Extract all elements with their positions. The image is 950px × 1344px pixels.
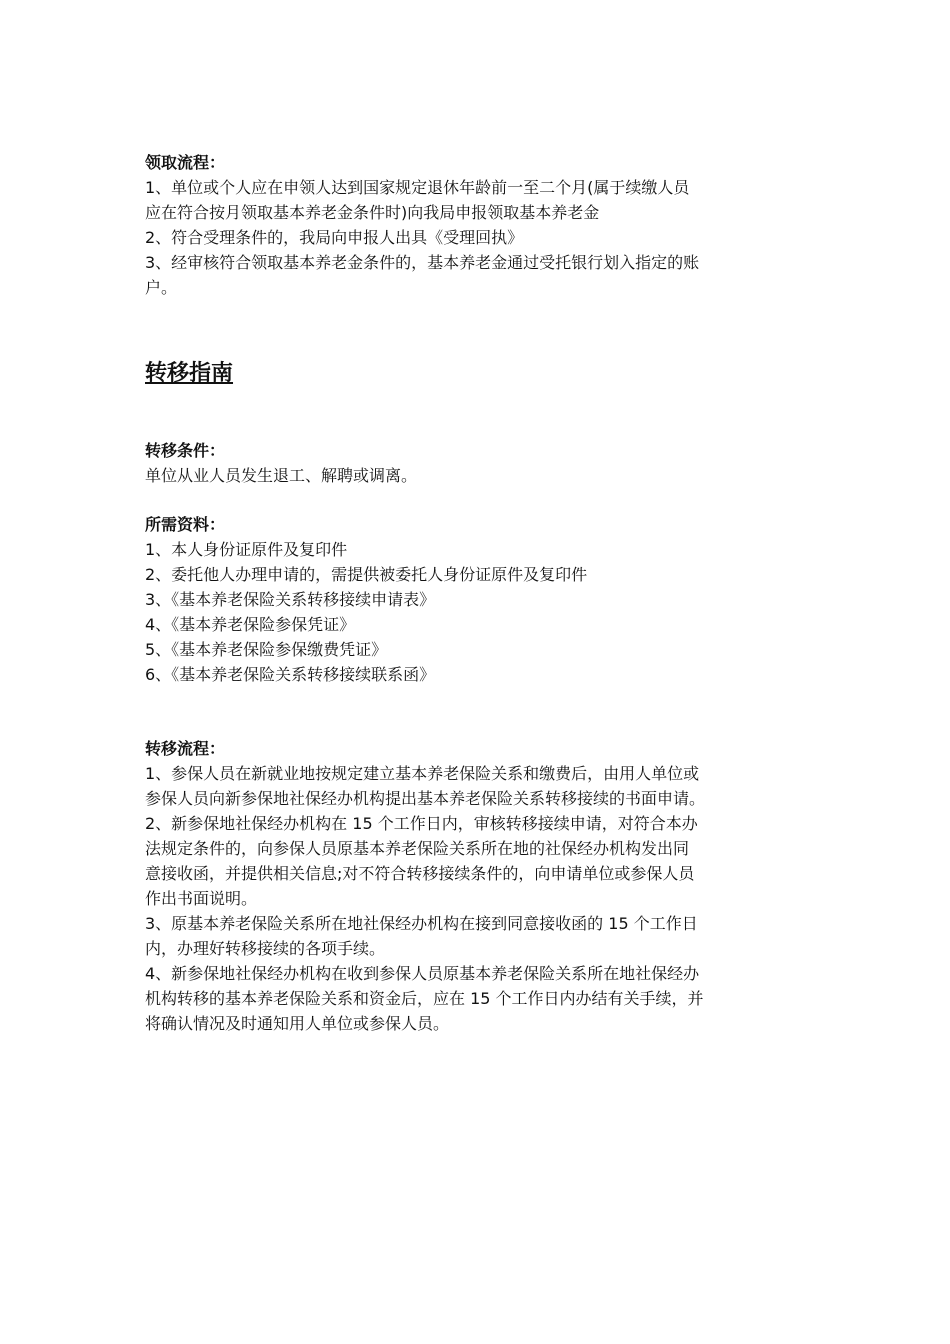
transfer-process-line: 3、原基本养老保险关系所在地社保经办机构在接到同意接收函的 15 个工作日 (145, 914, 698, 933)
required-materials-item: 4、《基本养老保险参保凭证》 (145, 615, 356, 634)
transfer-process-line: 将确认情况及时通知用人单位或参保人员。 (145, 1014, 450, 1033)
transfer-conditions-text: 单位从业人员发生退工、解聘或调离。 (145, 466, 418, 485)
receive-process-line: 1、单位或个人应在申领人达到国家规定退休年龄前一至二个月(属于续缴人员 (145, 178, 690, 197)
transfer-guide-section (145, 359, 233, 389)
transfer-process-line: 1、参保人员在新就业地按规定建立基本养老保险关系和缴费后，由用人单位或 (145, 764, 700, 783)
required-materials-item: 6、《基本养老保险关系转移接续联系函》 (145, 665, 436, 684)
transfer-process-title: 转移流程： (145, 739, 226, 758)
required-materials-item: 2、委托他人办理申请的，需提供被委托人身份证原件及复印件 (145, 565, 588, 584)
transfer-conditions-title: 转移条件： (145, 441, 226, 460)
receive-process-line: 应在符合按月领取基本养老金条件时)向我局申报领取基本养老金 (145, 203, 600, 222)
required-materials-item: 1、本人身份证原件及复印件 (145, 540, 348, 559)
transfer-process-line: 参保人员向新参保地社保经办机构提出基本养老保险关系转移接续的书面申请。 (145, 789, 706, 808)
transfer-process-line: 法规定条件的，向参保人员原基本养老保险关系所在地的社保经办机构发出同 (145, 839, 690, 858)
transfer-process-line: 机构转移的基本养老保险关系和资金后，应在 15 个工作日内办结有关手续，并 (145, 989, 704, 1008)
required-materials-section (145, 512, 587, 687)
transfer-process-line: 2、新参保地社保经办机构在 15 个工作日内，审核转移接续申请，对符合本办 (145, 814, 698, 833)
required-materials-title: 所需资料： (145, 515, 226, 534)
receive-process-line: 2、符合受理条件的，我局向申报人出具《受理回执》 (145, 228, 524, 247)
receive-process-line: 3、经审核符合领取基本养老金条件的，基本养老金通过受托银行划入指定的账 (145, 253, 700, 272)
required-materials-item: 5、《基本养老保险参保缴费凭证》 (145, 640, 388, 659)
transfer-guide-heading: 转移指南 (145, 361, 234, 386)
required-materials-item: 3、《基本养老保险关系转移接续申请表》 (145, 590, 436, 609)
transfer-process-line: 意接收函，并提供相关信息;对不符合转移接续条件的，向申请单位或参保人员 (145, 864, 695, 883)
transfer-conditions-section (145, 438, 417, 488)
receive-process-section (145, 150, 699, 300)
transfer-process-line: 作出书面说明。 (145, 889, 258, 908)
transfer-process-line: 4、新参保地社保经办机构在收到参保人员原基本养老保险关系所在地社保经办 (145, 964, 700, 983)
receive-process-title: 领取流程： (145, 153, 226, 172)
transfer-process-line: 内，办理好转移接续的各项手续。 (145, 939, 386, 958)
receive-process-line: 户。 (145, 278, 178, 297)
transfer-process-section (145, 736, 705, 1036)
